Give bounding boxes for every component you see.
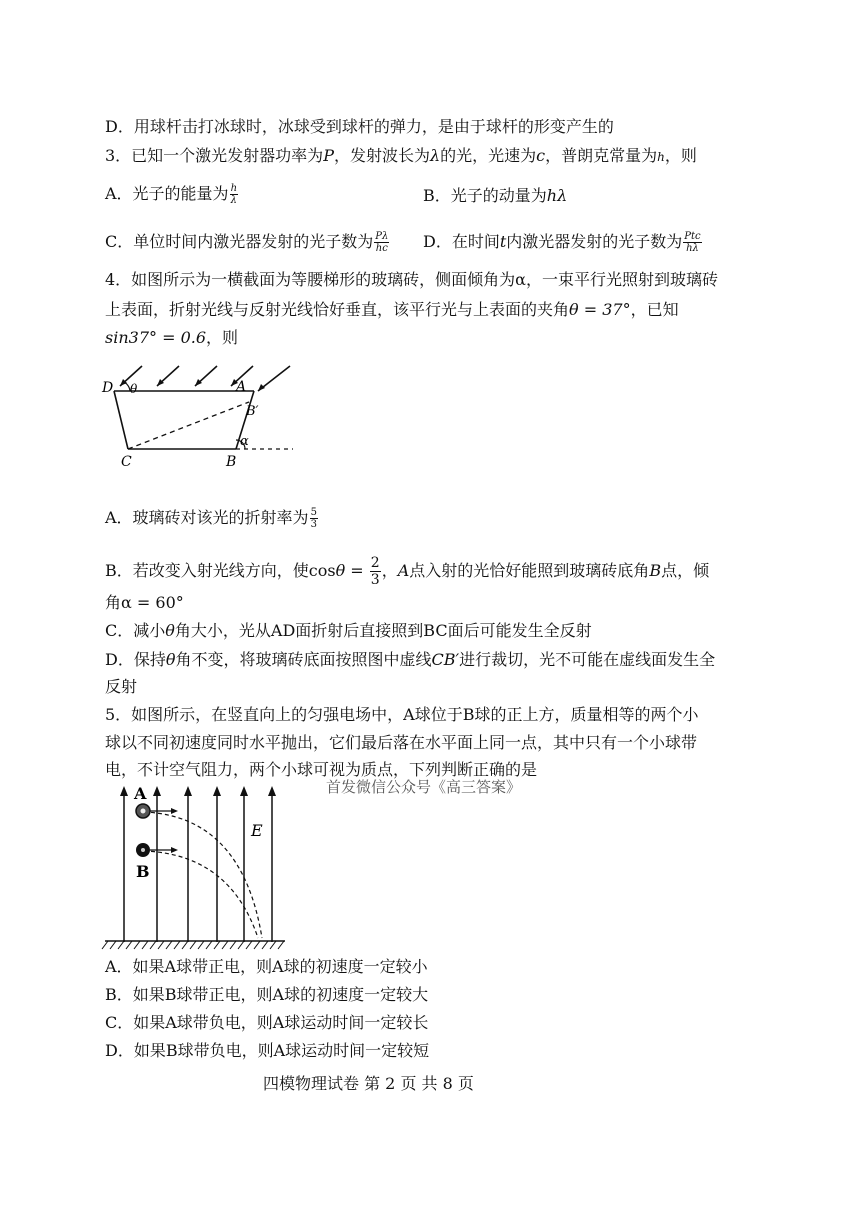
q5-option-b: B．如果B球带正电，则A球的初速度一定较大 [105,985,429,1004]
q5-option-a: A．如果A球带正电，则A球的初速度一定较小 [105,957,428,976]
q4-stem-line2: 上表面，折射光线与反射光线恰好垂直，该平行光与上表面的夹角θ = 37°，已知 [105,300,679,319]
q2-option-d: D．用球杆击打冰球时，冰球受到球杆的弹力，是由于球杆的形变产生的 [105,117,614,136]
q3-option-b: B．光子的动量为hλ [423,186,568,205]
label-d: D [102,380,114,396]
q4-stem-line3: sin37° = 0.6，则 [105,328,239,347]
q5-stem-line2: 球以不同初速度同时水平抛出，它们最后落在水平面上同一点，其中只有一个小球带 [105,733,698,752]
q5-option-c: C．如果A球带负电，则A球运动时间一定较长 [105,1013,429,1032]
label-field-e: E [251,821,263,840]
q4-option-b: B．若改变入射光线方向，使cosθ = $\frac{2}{3}$ ，A点入射的光恰好能照到玻璃砖底角B点，倾 [105,555,710,588]
trajectory-b [144,851,258,938]
q4-option-d-line2: 反射 [105,677,138,696]
q4-trapezoid-figure [100,360,300,475]
label-c: C [121,454,132,470]
q5-stem-line3: 电，不计空气阻力，两个小球可视为质点，下列判断正确的是 [105,760,538,779]
label-theta: θ [130,382,138,396]
q4-option-a: A．玻璃砖对该光的折射率为 $\frac{5}{3}$ [105,507,317,530]
page-footer: 四模物理试卷 第 2 页 共 8 页 [263,1074,474,1093]
label-b: B [226,454,237,470]
label-ball-b: B [136,862,150,881]
label-alpha: α [240,434,249,449]
label-b-prime: B′ [246,404,259,419]
q3-option-a: A．光子的能量为 $\frac{h}{\lambda}$ [105,183,238,206]
q3-stem: 3．已知一个激光发射器功率为P，发射波长为λ的光，光速为c，普朗克常量为h，则 [105,146,697,165]
q5-option-d: D．如果B球带负电，则A球运动时间一定较短 [105,1041,430,1060]
left-side-dc [114,391,128,449]
label-ball-a: A [134,784,147,803]
dashed-cut-cb-prime [128,402,249,449]
q4-stem-line1: 4．如图所示为一横截面为等腰梯形的玻璃砖，侧面倾角为α，一束平行光照射到玻璃砖 [105,270,718,289]
q5-stem-line1: 5．如图所示，在竖直向上的匀强电场中，A球位于B球的正上方，质量相等的两个小 [105,705,699,724]
q3-option-d: D．在时间t内激光器发射的光子数为 $\frac{\text{Ptc}}{h\lambda}$ [423,231,701,254]
q4-option-c: C．减小θ角大小，光从AD面折射后直接照到BC面后可能发生全反射 [105,621,592,640]
watermark: 首发微信公众号《高三答案》 [326,778,522,796]
q4-option-b-line2: 角α = 60° [105,593,184,612]
label-a: A [236,379,247,395]
arrowhead-5 [258,384,265,391]
q4-option-d: D．保持θ角不变，将玻璃砖底面按照图中虚线CB′进行裁切，光不可能在虚线面发生全 [105,650,716,669]
q3-option-c: C．单位时间内激光器发射的光子数为 $\frac{P\lambda}{hc}$ [105,231,389,254]
q5-electric-field-figure [100,782,290,952]
